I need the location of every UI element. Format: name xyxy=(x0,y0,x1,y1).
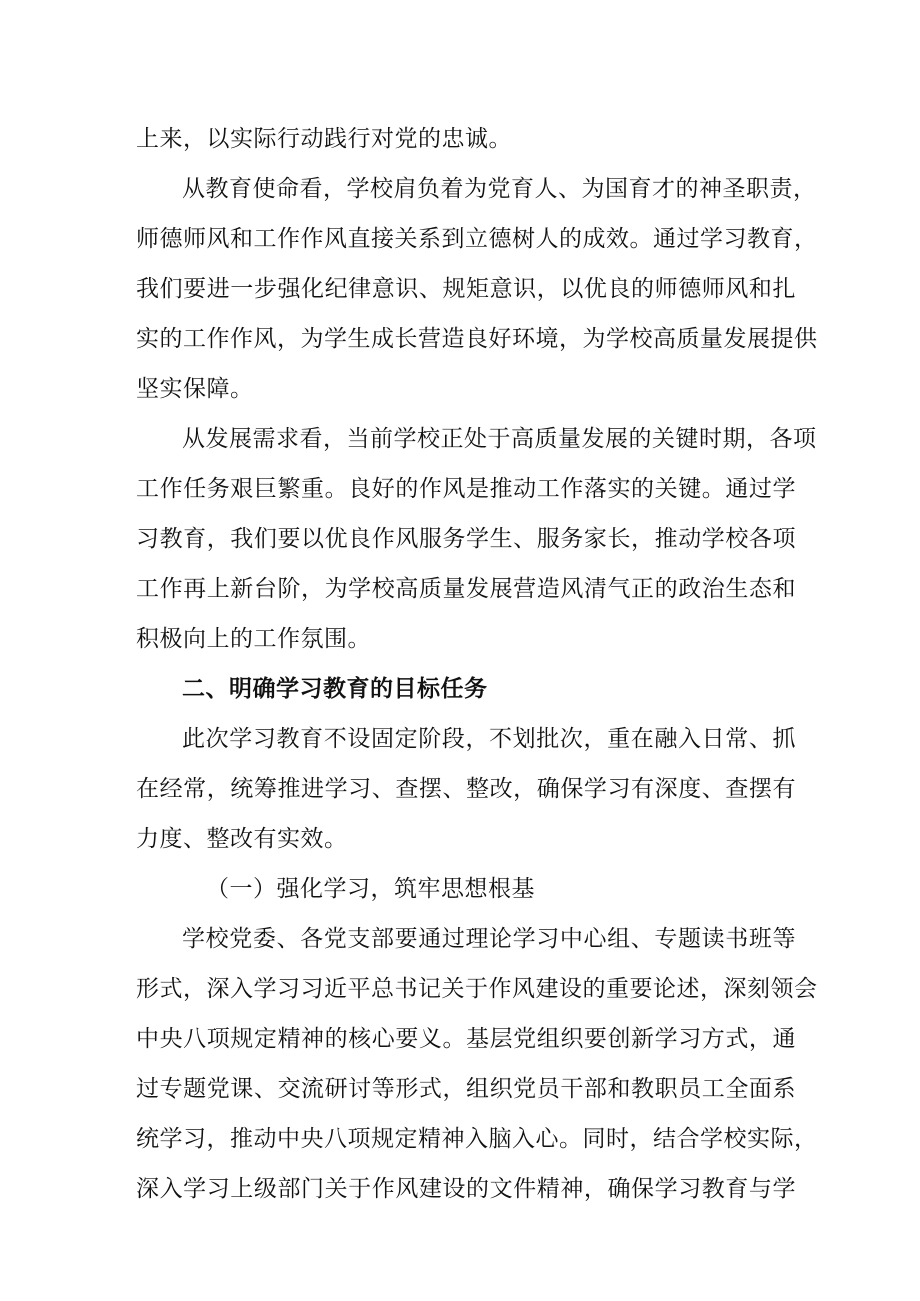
paragraph-line: 深入学习上级部门关于作风建设的文件精神，确保学习教育与学 xyxy=(136,1176,796,1202)
paragraph-line: 从教育使命看，学校肩负着为党育人、为国育才的神圣职责， xyxy=(182,176,817,202)
subsection-heading: （一）强化学习，筑牢思想根基 xyxy=(206,876,535,902)
paragraph-line: 过专题党课、交流研讨等形式，组织党员干部和教职员工全面系 xyxy=(136,1076,796,1102)
paragraph-line: 坚实保障。 xyxy=(136,376,254,402)
paragraph-line: 我们要进一步强化纪律意识、规矩意识，以优良的师德师风和扎 xyxy=(136,276,796,302)
paragraph-line: 上来，以实际行动践行对党的忠诚。 xyxy=(136,126,512,152)
paragraph-line: 学校党委、各党支部要通过理论学习中心组、专题读书班等 xyxy=(182,926,796,952)
paragraph-line: 此次学习教育不设固定阶段，不划批次，重在融入日常、抓 xyxy=(182,726,796,752)
paragraph-line: 习教育，我们要以优良作风服务学生、服务家长，推动学校各项 xyxy=(136,526,796,552)
paragraph-line: 统学习，推动中央八项规定精神入脑入心。同时，结合学校实际， xyxy=(136,1126,818,1152)
paragraph-line: 积极向上的工作氛围。 xyxy=(136,626,371,652)
paragraph-line: 从发展需求看，当前学校正处于高质量发展的关键时期，各项 xyxy=(182,426,817,452)
paragraph-line: 力度、整改有实效。 xyxy=(136,826,348,852)
paragraph-line: 工作再上新台阶，为学校高质量发展营造风清气正的政治生态和 xyxy=(136,576,796,602)
paragraph-line: 实的工作作风，为学生成长营造良好环境，为学校高质量发展提供 xyxy=(136,326,818,352)
paragraph-line: 形式，深入学习习近平总书记关于作风建设的重要论述，深刻领会 xyxy=(136,976,818,1002)
section-heading: 二、明确学习教育的目标任务 xyxy=(182,676,488,702)
paragraph-line: 师德师风和工作作风直接关系到立德树人的成效。通过学习教育， xyxy=(136,226,818,252)
paragraph-line: 中央八项规定精神的核心要义。基层党组织要创新学习方式，通 xyxy=(136,1026,796,1052)
paragraph-line: 工作任务艰巨繁重。良好的作风是推动工作落实的关键。通过学 xyxy=(136,476,796,502)
paragraph-line: 在经常，统筹推进学习、查摆、整改，确保学习有深度、查摆有 xyxy=(136,776,796,802)
